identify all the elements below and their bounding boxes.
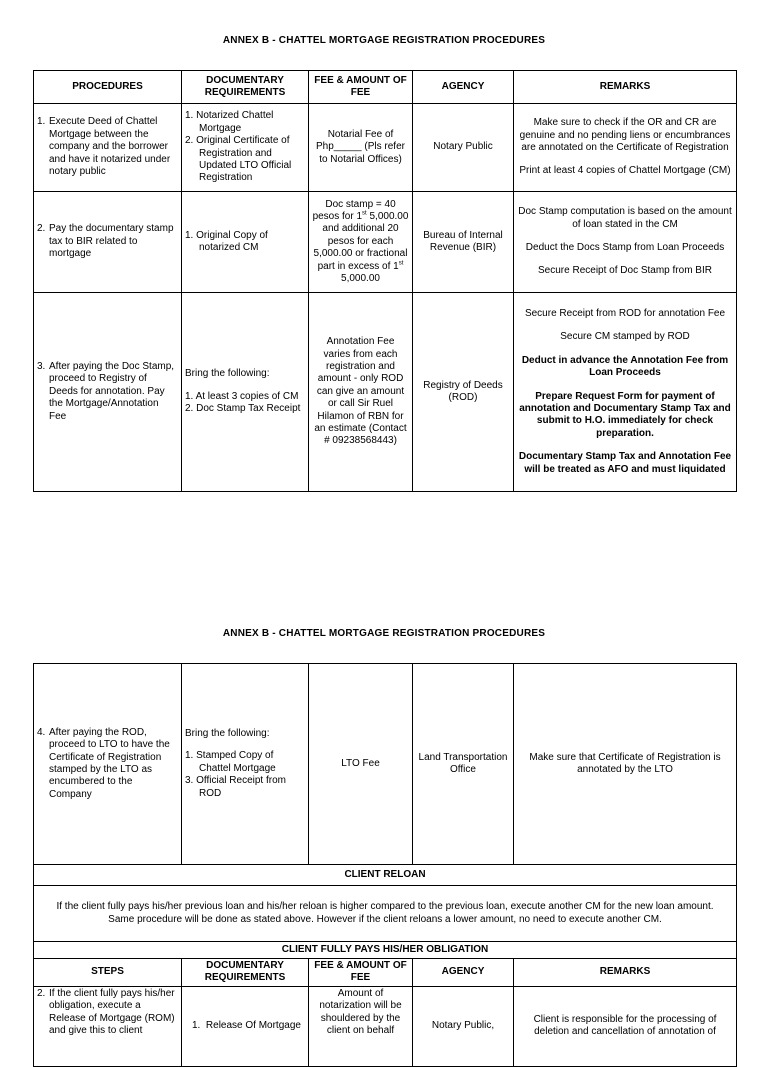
client-reloan-heading: CLIENT RELOAN [34, 865, 737, 886]
procedures-table-2 [33, 663, 737, 1067]
list-item: 1. At least 3 copies of CM [185, 390, 299, 402]
fee-cell: Doc stamp = 40 pesos for 1st 5,000.00 and additional 20 pesos for each 5,000.00 or fractional part in excess of 1st 5,000.00 [309, 192, 413, 293]
header-procedures: PROCEDURES [34, 71, 182, 104]
header-remarks: REMARKS [514, 71, 737, 104]
requirements-cell: Bring the following: 1. At least 3 copies of CM 2. Doc Stamp Tax Receipt [182, 293, 309, 492]
list-item: 2. Original Certificate of Registration and Updated LTO Official Registration [185, 135, 292, 184]
list-item: 3. Official Receipt from ROD [185, 775, 286, 799]
agency-cell: Bureau of Internal Revenue (BIR) [413, 192, 514, 293]
header-remarks: REMARKS [514, 959, 737, 987]
list-item: 1. Stamped Copy of Chattel Mortgage [185, 750, 276, 774]
agency-cell: Registry of Deeds (ROD) [413, 293, 514, 492]
procedure-cell: 4. After paying the ROD, proceed to LTO to have the Certificate of Registration stamped by the LTO as encumbered to the Company [34, 664, 182, 865]
table-row [34, 986, 737, 1066]
table-row [34, 293, 737, 492]
procedure-cell: 3. After paying the Doc Stamp, proceed to Registry of Deeds for annotation. Pay the Mortgage/Annotation Fee [34, 293, 182, 492]
agency-cell: Notary Public [413, 104, 514, 192]
table-header-row [34, 959, 737, 987]
fee-cell: Annotation Fee varies from each registration and amount - only ROD can give an amount or call Sir Ruel Hilamon of RBN for an estimate (Contact # 09238568443) [309, 293, 413, 492]
page-title: ANNEX B - CHATTEL MORTGAGE REGISTRATION PROCEDURES [222, 628, 546, 639]
page-title: ANNEX B - CHATTEL MORTGAGE REGISTRATION PROCEDURES [222, 35, 546, 46]
procedures-table-1 [33, 70, 737, 492]
remarks-cell: Doc Stamp computation is based on the amount of loan stated in the CM Deduct the Docs Stamp from Loan Proceeds Secure Receipt of Doc Stamp from BIR [514, 192, 737, 293]
header-requirements: DOCUMENTARY REQUIREMENTS [182, 71, 309, 104]
fee-cell: LTO Fee [309, 664, 413, 865]
section-text-row [34, 886, 737, 942]
list-item: 1. Original Copy of notarized CM [185, 229, 268, 253]
remarks-cell: Secure Receipt from ROD for annotation Fee Secure CM stamped by ROD Deduct in advance the Annotation Fee from Loan Proceeds Prepare Request Form for payment of annotation and Documentary Stamp Tax and submit to H.O. immediately for check preparation. Documentary Stamp Tax and Annotation Fee will be treated as AFO and must liquidated [514, 293, 737, 492]
header-requirements: DOCUMENTARY REQUIREMENTS [182, 959, 309, 987]
procedure-cell: 1. Execute Deed of Chattel Mortgage between the company and the borrower and have it notarized under notary public [34, 104, 182, 192]
table-row [34, 104, 737, 192]
section-heading-row [34, 942, 737, 959]
procedure-text: After paying the Doc Stamp, proceed to Registry of Deeds for annotation. Pay the Mortgage/Annotation Fee [49, 360, 175, 422]
section-heading-row [34, 865, 737, 886]
header-agency: AGENCY [413, 959, 514, 987]
requirements-cell [182, 192, 309, 293]
procedure-text: If the client fully pays his/her obligation, execute a Release of Mortgage (ROM) and give this to client [49, 987, 175, 1037]
fee-cell: Amount of notarization will be shouldered by the client on behalf [309, 986, 413, 1066]
requirements-cell: 1. Release Of Mortgage [182, 986, 309, 1066]
procedure-cell: 2. Pay the documentary stamp tax to BIR related to mortgage [34, 192, 182, 293]
requirements-cell [182, 104, 309, 192]
agency-cell: Land Transportation Office [413, 664, 514, 865]
remarks-cell: Make sure that Certificate of Registration is annotated by the LTO [514, 664, 737, 865]
header-steps: STEPS [34, 959, 182, 987]
table-header-row [34, 71, 737, 104]
client-reloan-text: If the client fully pays his/her previous loan and his/her reloan is higher compared to the previous loan, execute another CM for the new loan amount. Same procedure will be done as stated above. However if the client reloans a lower amount, no need to execute another CM. [34, 886, 737, 942]
header-fee: FEE & AMOUNT OF FEE [309, 71, 413, 104]
table-row [34, 664, 737, 865]
list-item: 2. Doc Stamp Tax Receipt [185, 403, 301, 415]
client-pays-heading: CLIENT FULLY PAYS HIS/HER OBLIGATION [34, 942, 737, 959]
fee-cell: Notarial Fee of Php_____ (Pls refer to Notarial Offices) [309, 104, 413, 192]
agency-cell: Notary Public, [413, 986, 514, 1066]
header-fee: FEE & AMOUNT OF FEE [309, 959, 413, 987]
remarks-cell: Client is responsible for the processing of deletion and cancellation of annotation of [514, 986, 737, 1066]
header-agency: AGENCY [413, 71, 514, 104]
procedure-text: Execute Deed of Chattel Mortgage between the company and the borrower and have it notarized under notary public [49, 116, 171, 178]
requirements-cell: Bring the following: 1. Stamped Copy of Chattel Mortgage 3. Official Receipt from ROD [182, 664, 309, 865]
procedure-text: After paying the ROD, proceed to LTO to have the Certificate of Registration stamped by the LTO as encumbered to the Company [49, 726, 170, 800]
table-row [34, 192, 737, 293]
procedure-text: Pay the documentary stamp tax to BIR related to mortgage [49, 223, 174, 260]
procedure-cell: 2. If the client fully pays his/her obligation, execute a Release of Mortgage (ROM) and give this to client [34, 986, 182, 1066]
list-item: 1. Notarized Chattel Mortgage [185, 110, 274, 134]
remarks-cell: Make sure to check if the OR and CR are genuine and no pending liens or encumbrances are annotated on the Certificate of Registration Print at least 4 copies of Chattel Mortgage (CM) [514, 104, 737, 192]
